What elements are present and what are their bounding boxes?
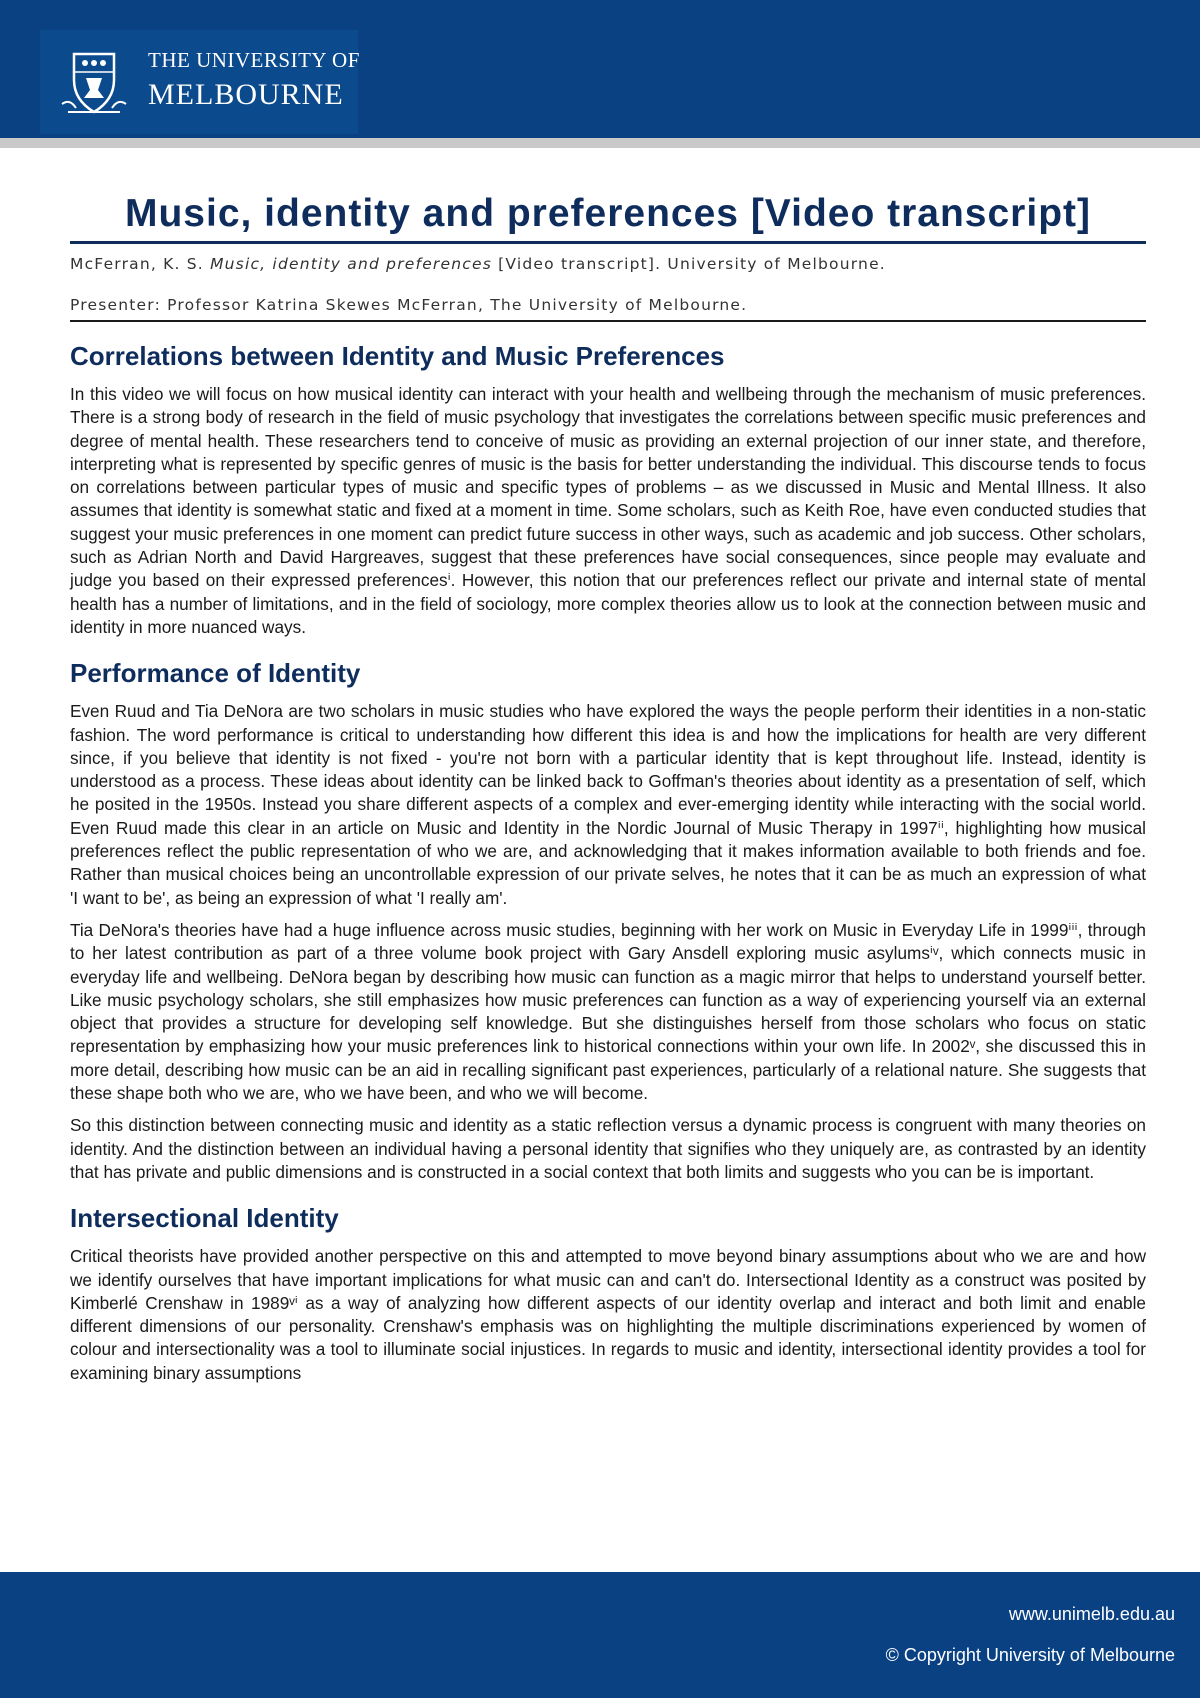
paragraph: Critical theorists have provided another perspective on this and attempted to move beyond binary assumptions about who we are and how we identify ourselves that have important implications for what music can and can't do. Intersectional Identity as a construct was posited by Kimberlé Crenshaw in 1989ᵛⁱ as a way of analyzing how different aspects of our identity overlap and interact and both limit and enable different dimensions of our personality. Crenshaw's emphasis was on highlighting the multiple discriminations experienced by women of colour and intersectionality was a tool to illuminate social injustices. In regards to music and identity, intersectional identity provides a tool for examining binary assumptions	[70, 1246, 1146, 1383]
citation-work: Music, identity and preferences	[210, 255, 492, 273]
logo-line-1: THE UNIVERSITY OF	[148, 48, 360, 72]
section-heading: Correlations between Identity and Music Preferences	[70, 341, 725, 371]
university-crest-icon	[58, 46, 130, 118]
paragraph: In this video we will focus on how musical identity can interact with your health and wellbeing through the mechanism of music preferences. There is a strong body of research in the field of music psychology that investigates the correlations between specific music preferences and degree of mental health. These researchers tend to conceive of music as providing an external projection of our inner state, and therefore, interpreting what is represented by specific genres of music is the basis for better understanding the individual. This discourse tends to focus on correlations between particular types of music and specific types of problems – as we discussed in Music and Mental Illness. It also assumes that identity is somewhat static and fixed at a moment in time. Some scholars, such as Keith Roe, have even conducted studies that suggest your music preferences in one moment can predict future success in other ways, such as academic and job success. Other scholars, such as Adrian North and David Hargreaves, suggest that these preferences have social consequences, since people may evaluate and judge you based on their expressed preferencesⁱ. However, this notion that our preferences reflect our private and internal state of mental health has a number of limitations, and in the field of sociology, more complex theories allow us to look at the connection between music and identity in more nuanced ways.	[70, 384, 1146, 637]
section-heading: Performance of Identity	[70, 658, 361, 689]
presenter-line: Presenter: Professor Katrina Skewes McFerran, The University of Melbourne.	[70, 296, 748, 314]
citation-rest: [Video transcript]. University of Melbourne.	[498, 255, 886, 273]
footer-bar	[0, 1572, 1200, 1698]
section-heading: Intersectional Identity	[70, 1203, 339, 1234]
footer-url-link[interactable]: www.unimelb.edu.au	[1008, 1604, 1175, 1624]
university-logo[interactable]	[40, 30, 358, 134]
document-body	[70, 190, 1146, 1394]
paragraph: So this distinction between connecting music and identity as a static reflection versus a dynamic process is congruent with many theories on identity. And the distinction between an individual having a personal identity that signifies who they uniquely are, as contrasted by an identity that has private and public dimensions and is constructed in a social context that both limits and suggests who you can be is important.	[70, 1115, 1146, 1182]
logo-line-2: MELBOURNE	[148, 78, 344, 111]
paragraph: Even Ruud and Tia DeNora are two scholars in music studies who have explored the ways the people perform their identities in a non-static fashion. The word performance is critical to understanding how different this idea is and how the implications for health are very different since, if you believe that identity is not fixed - you're not born with a particular identity that is kept throughout life. Instead, identity is understood as a process. These ideas about identity can be linked back to Goffman's theories about identity as a presentation of self, which he posited in the 1950s. Instead you share different aspects of a complex and ever-emerging identity while interacting with the social world. Even Ruud made this clear in an article on Music and Identity in the Nordic Journal of Music Therapy in 1997ⁱⁱ, highlighting how musical preferences reflect the public representation of who we are, and acknowledging that it makes information available to both friends and foe. Rather than musical choices being an uncontrollable expression of our private selves, he notes that it can be as much an expression of what 'I want to be', as being an expression of what 'I really am'.	[70, 701, 1146, 908]
document-title: Music, identity and preferences [Video transcript]	[124, 192, 1091, 235]
citation-line	[70, 253, 1146, 275]
meta-divider	[70, 320, 1146, 322]
header-bar	[0, 0, 1200, 138]
citation-authors: McFerran, K. S.	[70, 255, 204, 273]
header-stripe	[0, 138, 1200, 148]
footer-copyright: © Copyright University of Melbourne	[885, 1645, 1175, 1665]
title-divider	[70, 241, 1146, 244]
paragraph: Tia DeNora's theories have had a huge influence across music studies, beginning with her work on Music in Everyday Life in 1999ⁱⁱⁱ, through to her latest contribution as part of a three volume book project with Gary Ansdell exploring music asylumsⁱᵛ, which connects music in everyday life and wellbeing. DeNora began by describing how music can function as a magic mirror that helps to understand yourself better. Like music psychology scholars, she still emphasizes how music preferences can function as a way of experiencing yourself via an external object that provides a structure for developing self knowledge. But she distinguishes herself from those scholars who focus on static representation by emphasizing how your music preferences link to historical connections within your own life. In 2002ᵛ, she discussed this in more detail, describing how music can be an aid in recalling significant past experiences, particularly of a relational nature. She suggests that these shape both who we are, who we have been, and who we will become.	[70, 919, 1146, 1104]
